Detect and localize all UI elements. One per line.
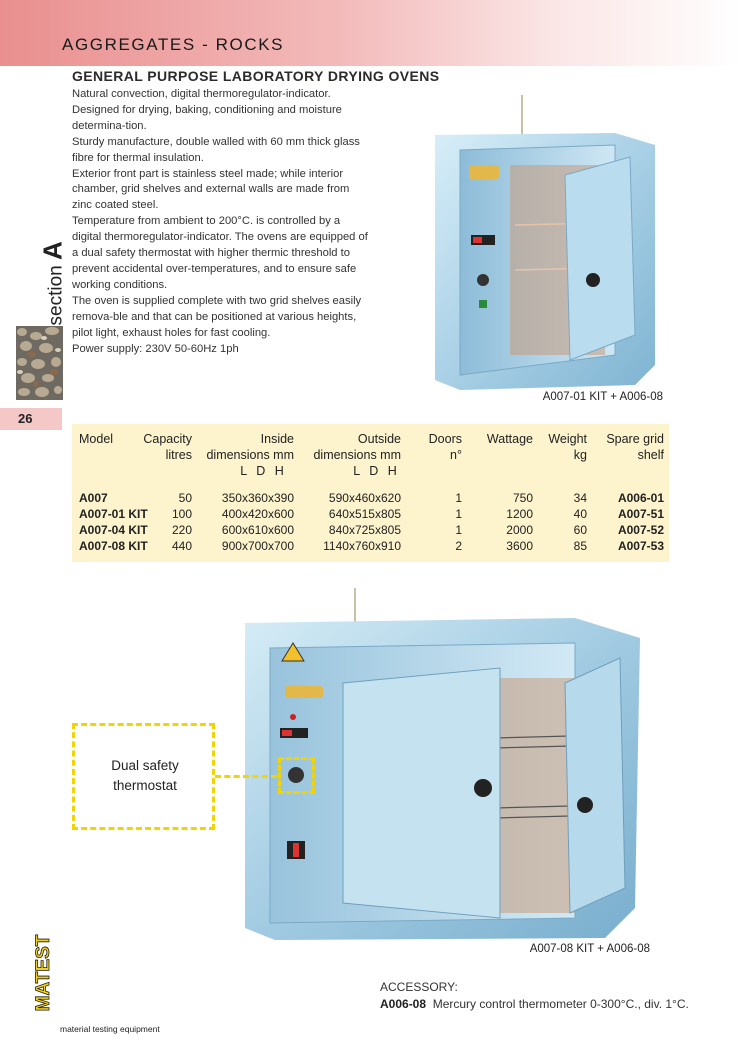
svg-text:MATEST: MATEST [33,934,55,1012]
section-letter: A [37,241,68,261]
table-cell-spare: A007-51 [617,507,664,521]
table-cell-wattage: 3600 [506,539,533,553]
page-header-title: AGGREGATES - ROCKS [62,35,285,54]
header-band [0,0,743,66]
table-cell-doors: 1 [455,507,462,521]
table-header-inside-unit: dimensions mm [206,448,294,462]
table-cell-capacity: 440 [171,539,192,553]
table-cell-model: A007-04 KIT [79,523,148,537]
table-cell-inside: 600x610x600 [221,523,294,537]
page-number-tab [0,408,62,430]
table-cell-weight: 40 [573,507,587,521]
accessory-line [380,997,689,1011]
table-cell-doors: 1 [455,523,462,537]
desc-paragraph: Temperature from ambient to 200°C. is controlled by a digital thermoregulator-indicator. The ovens are equipped of a dual safety thermostat with higher thermic threshold to prevent accidental over-temperatures, and to ensure safe working conditions. [72,215,368,291]
product-title: GENERAL PURPOSE LABORATORY DRYING OVENS [72,68,440,84]
desc-paragraph: Designed for drying, baking, conditioning and moisture determina-tion. [72,103,342,132]
table-header-spare-unit: shelf [637,448,664,462]
table-cell-doors: 2 [455,539,462,553]
table-header-weight-unit: kg [573,448,587,462]
table-cell-outside: 840x725x805 [328,523,401,537]
footer-text: material testing equipment [60,1024,160,1034]
table-cell-spare: A006-01 [617,491,664,505]
table-header-weight: Weight [548,432,587,446]
table-cell-wattage: 750 [512,491,533,505]
table-cell-model: A007 [79,491,108,505]
caption-top: A007-01 KIT + A006-08 [542,391,663,403]
aggregate-rocks-photo [16,326,63,400]
table-cell-outside: 640x515x805 [328,507,401,521]
callout-line-1: Dual safety [111,758,179,773]
table-header-doors-unit: n° [450,448,462,462]
table-cell-inside: 400x420x600 [221,507,294,521]
callout-connector [215,775,277,778]
page-number: 26 [18,411,33,426]
thermostat-highlight [278,757,315,794]
callout-text [75,756,215,796]
table-header-outside-unit: dimensions mm [313,448,401,462]
section-label [38,215,68,325]
table-header-inside: Inside [260,432,294,446]
table-header-doors: Doors [428,432,462,446]
table-header-wattage: Wattage [486,432,533,446]
table-header-capacity: Capacity [143,432,192,446]
table-cell-doors: 1 [455,491,462,505]
table-cell-wattage: 2000 [506,523,533,537]
table-cell-wattage: 1200 [506,507,533,521]
accessory-code: A006-08 [380,997,427,1011]
table-cell-inside: 900x700x700 [221,539,294,553]
callout-line-2: thermostat [113,778,177,793]
table-cell-inside: 350x360x390 [221,491,294,505]
desc-paragraph: Power supply: 230V 50-60Hz 1ph [72,342,239,355]
accessory-label: ACCESSORY: [380,980,458,994]
caption-bottom: A007-08 KIT + A006-08 [529,943,650,955]
table-header-spare: Spare grid [606,432,664,446]
table-header-outside-ldh: L D H [353,464,397,478]
table-cell-weight: 85 [573,539,587,553]
table-cell-capacity: 220 [171,523,192,537]
section-word: section [45,265,67,326]
spec-table [72,424,669,562]
desc-paragraph: Natural convection, digital thermoregulator-indicator. [72,88,331,100]
table-cell-capacity: 50 [178,491,192,505]
table-header-capacity-unit: litres [165,448,192,462]
desc-paragraph: Sturdy manufacture, double walled with 60 mm thick glass fibre for thermal insulation. [72,135,360,164]
table-cell-outside: 1140x760x910 [323,539,401,553]
desc-paragraph: Exterior front part is stainless steel made; while interior chamber, grid shelves and external walls are made from zinc coated steel. [72,167,350,212]
table-cell-model: A007-01 KIT [79,507,148,521]
oven-photo-top [425,95,660,395]
table-cell-capacity: 100 [171,507,192,521]
table-header-model: Model [79,432,114,446]
table-header-outside: Outside [357,432,401,446]
accessory-description: Mercury control thermometer 0-300°C., div. 1°C. [432,997,689,1011]
table-cell-weight: 60 [573,523,587,537]
desc-paragraph: The oven is supplied complete with two grid shelves easily remova-ble and that can be positioned at various heights, pilot light, exhaust holes for fast cooling. [72,294,362,339]
table-cell-outside: 590x460x620 [328,491,401,505]
table-cell-weight: 34 [573,491,587,505]
table-cell-spare: A007-53 [617,539,664,553]
table-cell-spare: A007-52 [617,523,664,537]
product-description [72,87,372,357]
matest-logo [31,928,57,1018]
table-cell-model: A007-08 KIT [79,539,148,553]
table-header-inside-ldh: L D H [240,464,284,478]
